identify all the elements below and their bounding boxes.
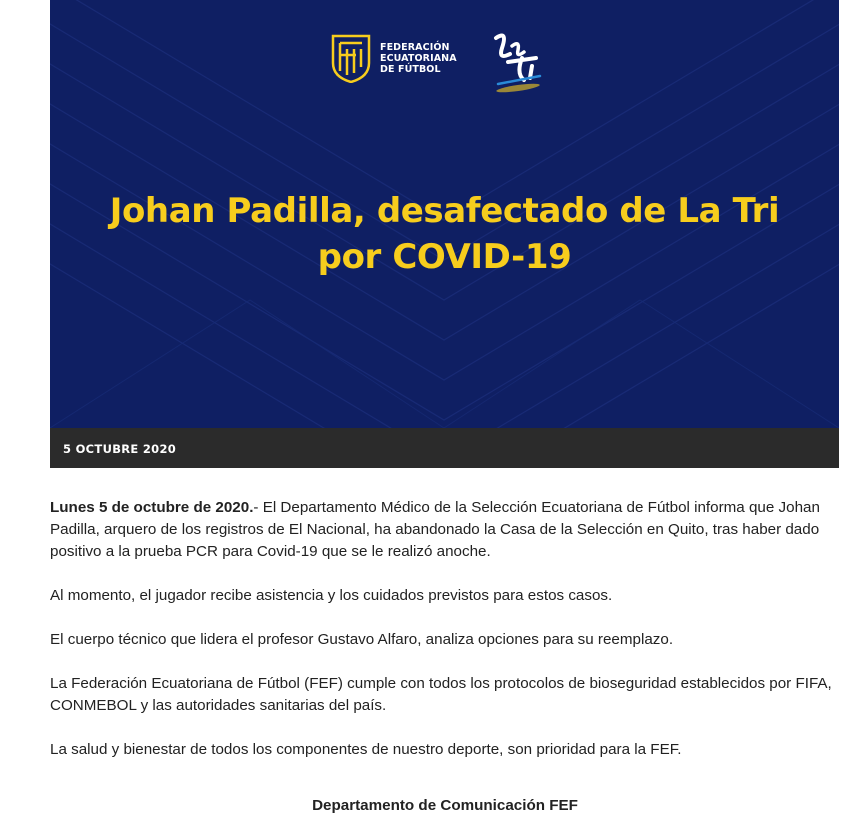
publish-date: 5 OCTUBRE 2020 — [63, 442, 177, 456]
article-signature: Departamento de Comunicación FEF — [312, 797, 578, 814]
banner-title-line-1: Johan Padilla, desafectado de La Tri — [109, 191, 780, 231]
header-banner — [50, 0, 839, 428]
article-paragraph: La Federación Ecuatoriana de Fútbol (FEF) cumple con todos los protocolos de bioseguridad establecidos por FIFA, CONMEBOL y las autoridades sanitarias del país. — [50, 675, 832, 714]
banner-title — [50, 188, 839, 280]
banner-title-line-2: por COVID-19 — [317, 237, 572, 277]
article-paragraph: Al momento, el jugador recibe asistencia y los cuidados previstos para estos casos. — [50, 587, 613, 604]
article-lead-text: - El Departamento Médico de la Selección Ecuatoriana de Fútbol informa que Johan Padilla, arquero de los registros de El Nacional, ha abandonado la Casa de la Selección en Quito, tras haber dado positivo a la prueba PCR para Covid-19 que se le realizó anoche. — [50, 499, 820, 560]
la-tri-logo — [488, 28, 548, 99]
fef-logo — [330, 33, 457, 83]
article-lead-date: Lunes 5 de octubre de 2020. — [50, 499, 254, 516]
la-tri-logo-icon — [488, 28, 548, 94]
fef-logo-text: FEDERACIÓN ECUATORIANA DE FÚTBOL — [380, 41, 457, 75]
article-paragraph: La salud y bienestar de todos los componentes de nuestro deporte, son prioridad para la FEF. — [50, 741, 682, 758]
article-body — [50, 497, 840, 783]
article-paragraph: El cuerpo técnico que lidera el profesor Gustavo Alfaro, analiza opciones para su reemplazo. — [50, 631, 674, 648]
fef-shield-icon — [330, 33, 372, 83]
date-bar — [50, 428, 839, 468]
article-lead — [50, 497, 840, 563]
